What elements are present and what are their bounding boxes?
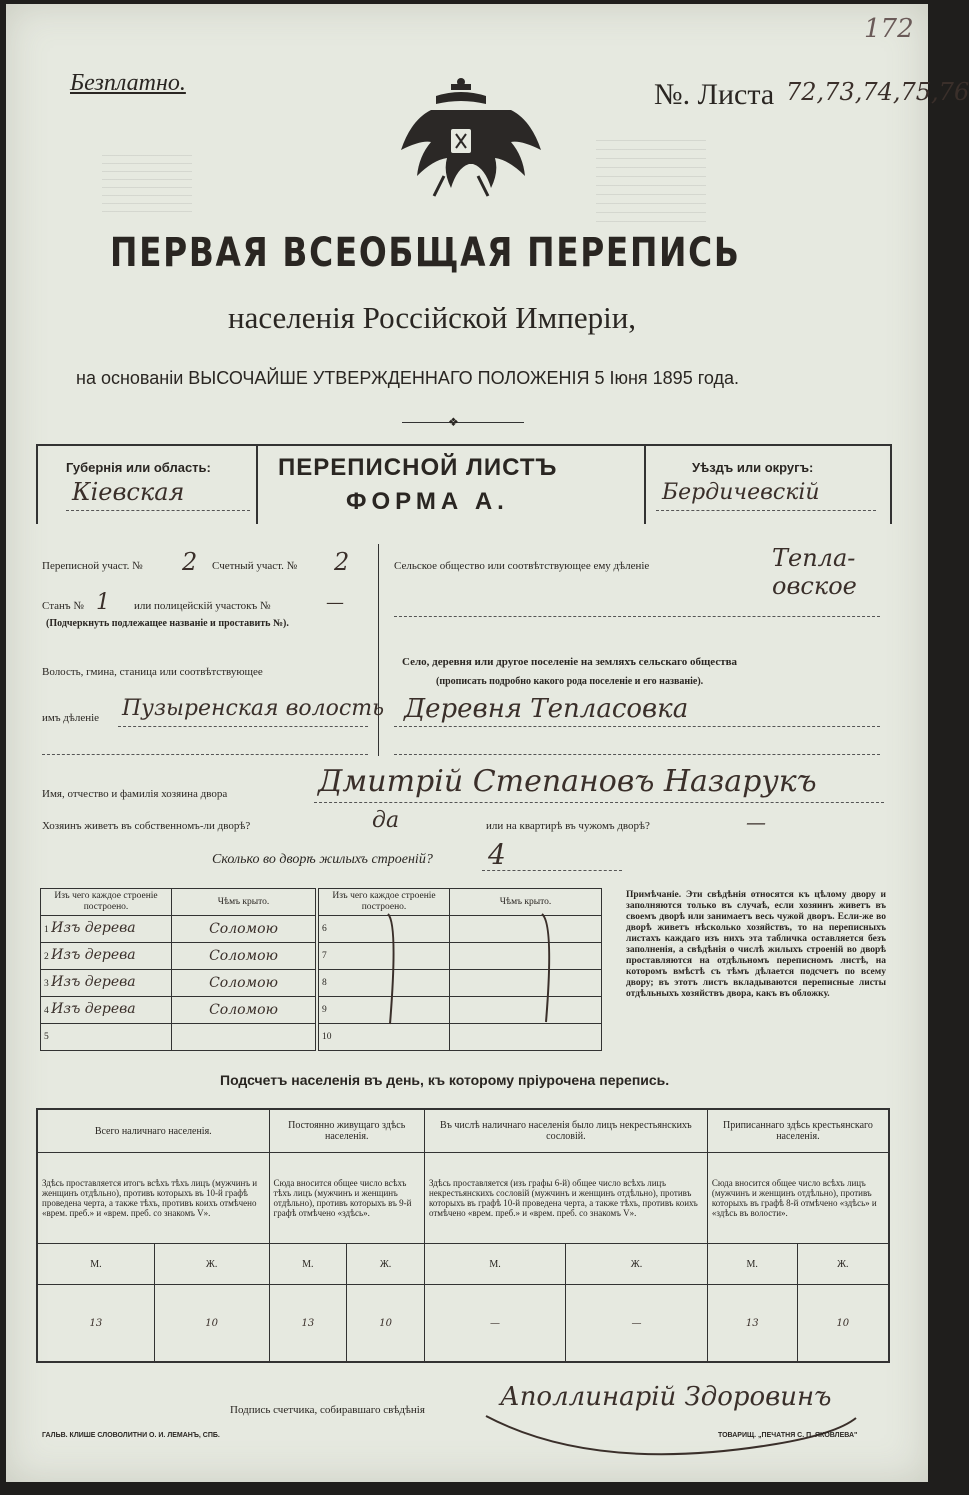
- sheet-number-value: 72,73,74,75,76: [786, 78, 969, 106]
- roof-cell: Соломою: [172, 943, 316, 970]
- volost-line: [118, 726, 368, 727]
- imperial-eagle-emblem: [396, 76, 526, 206]
- female-header: Ж.: [347, 1244, 425, 1285]
- owner-line: [314, 802, 884, 803]
- society-label: Сельское общество или соотвѣтствующее ему дѣленіе: [394, 560, 650, 572]
- village-note: (прописать подробно какого рода поселеніе и его названіе).: [436, 676, 704, 687]
- permanent-header: Постоянно живущаго здѣсь населенія.: [269, 1109, 424, 1153]
- male-header: М.: [424, 1244, 565, 1285]
- non-peasant-female-value: —: [566, 1285, 708, 1363]
- printer-left: ГАЛЬВ. КЛИШЕ СЛОВОЛИТНИ О. И. ЛЕМАНЪ, СПБ.: [42, 1432, 220, 1439]
- non-peasant-header: Въ числѣ наличнаго населенія было лицъ некрестьянскихъ сословій.: [424, 1109, 707, 1153]
- empty-rows-strike: [318, 904, 602, 1040]
- form-title: ПЕРЕПИСНОЙ ЛИСТЪ: [278, 454, 558, 481]
- permanent-male-value: 13: [269, 1285, 347, 1363]
- schet-label: Счетный участ. №: [212, 560, 298, 572]
- material-cell: Изъ дерева: [51, 1000, 136, 1017]
- uchast-value: 2: [182, 548, 198, 576]
- row-num: 4: [44, 1005, 49, 1016]
- col-material-header: Изъ чего каждое строеніе построено.: [319, 889, 450, 916]
- subtitle: населенія Россійской Имперіи,: [228, 300, 637, 335]
- society-line: [394, 616, 880, 617]
- col-roof-header: Чѣмъ крыто.: [172, 889, 316, 916]
- police-value: —: [326, 592, 344, 613]
- row-num: 6: [319, 916, 450, 943]
- ornament-right: [464, 422, 524, 423]
- male-header: М.: [37, 1244, 154, 1285]
- basis-line: на основаніи ВЫСОЧАЙШЕ УТВЕРЖДЕННАГО ПОЛОЖЕНІЯ 5 Іюня 1895 года.: [76, 368, 740, 388]
- row-num: 5: [44, 1031, 49, 1042]
- bleed-through-left: [102, 152, 192, 212]
- rent-label: или на квартирѣ въ чужомъ дворѣ?: [486, 820, 650, 832]
- total-present-desc: Здѣсь проставляется итогъ всѣхъ тѣхъ лицъ (мужчинъ и женщинъ отдѣльно), противъ которыхъ въ 10-й графѣ проведена черта, а также тѣхъ, противъ коихъ отмѣчено «врем. преб.» и «врем. преб. со знакомъ V».: [37, 1153, 269, 1244]
- registered-female-value: 10: [797, 1285, 889, 1363]
- note-text: Эти свѣдѣнія относятся къ цѣлому двору и заполняются только въ случаѣ, если хозяинъ живетъ въ своемъ дворѣ или занимаетъ весь чужой дворъ. Если-же во дворѣ живетъ нѣсколько хозяйствъ, то на переписныхъ листахъ каждаго изъ нихъ эта табличка оставляется безъ заполненія, а свѣдѣнія о числѣ жилыхъ строеній во дворѣ проставляются на отдѣльномъ переписномъ листѣ, на которомъ вмѣстѣ съ тѣмъ дѣлается подсчетъ по всему двору; въ этотъ листъ вкладываются переписные листы отдѣльныхъ хозяйствъ двора, какъ въ обложку.: [626, 890, 886, 999]
- form-left-rule: [36, 444, 38, 524]
- form-divider-2: [644, 444, 646, 524]
- non-peasant-desc: Здѣсь проставляется (изъ графы 6-й) общее число всѣхъ лицъ некрестьянскихъ сословій (мужчинъ и женщинъ отдѣльно), противъ которыхъ въ графѣ 10-й проведена черта, а также тѣхъ, противъ коихъ отмѣчено «врем. преб.» и «врем. преб. со знакомъ V».: [424, 1153, 707, 1244]
- roof-cell: Соломою: [172, 970, 316, 997]
- buildings-label: Сколько во дворѣ жилыхъ строеній?: [212, 852, 433, 867]
- total-female-value: 10: [154, 1285, 269, 1363]
- col-material-header: Изъ чего каждое строеніе построено.: [41, 889, 172, 916]
- female-header: Ж.: [154, 1244, 269, 1285]
- registered-peasant-desc: Сюда вносится общее число всѣхъ лицъ (мужчинъ и женщинъ отдѣльно), противъ которыхъ въ графѣ 8-й отмѣчено «здѣсь» и «здѣсь въ волости».: [707, 1153, 889, 1244]
- buildings-line: [482, 870, 622, 871]
- village-value: Деревня Тепласовка: [404, 694, 689, 724]
- volost-label-2: имъ дѣленіе: [42, 712, 100, 724]
- uezd-line: [656, 510, 876, 511]
- gubernia-label: Губернія или область:: [66, 460, 211, 475]
- police-label: или полицейскій участокъ №: [134, 600, 271, 612]
- registered-peasant-header: Приписаннаго здѣсь крестьянскаго населенія.: [707, 1109, 889, 1153]
- form-right-rule: [890, 444, 892, 524]
- row-num: 1: [44, 924, 49, 935]
- census-sheet: [6, 4, 969, 1482]
- row-num: 7: [319, 943, 450, 970]
- registered-male-value: 13: [707, 1285, 797, 1363]
- own-yard-label: Хозяинъ живетъ въ собственномъ-ли дворѣ?: [42, 820, 251, 832]
- roof-cell: Соломою: [172, 997, 316, 1024]
- form-divider-1: [256, 444, 258, 524]
- permanent-desc: Сюда вносится общее число всѣхъ тѣхъ лицъ (мужчинъ и женщинъ отдѣльно), противъ которыхъ въ 9-й графѣ отмѣчено «здѣсь».: [269, 1153, 424, 1244]
- note-block: [626, 890, 886, 1000]
- gubernia-line: [66, 510, 250, 511]
- schet-value: 2: [334, 548, 350, 576]
- row-num: 3: [44, 978, 49, 989]
- row-num: 2: [44, 951, 49, 962]
- village-line: [394, 726, 880, 727]
- volost-line-2: [42, 754, 368, 755]
- row-num: 9: [319, 997, 450, 1024]
- bleed-through-right: [596, 132, 706, 222]
- stan-value: 1: [96, 590, 110, 615]
- buildings-table-left: [40, 888, 316, 1051]
- row-num: 10: [319, 1024, 450, 1051]
- signature-label: Подпись счетчика, собиравшаго свѣдѣнія: [230, 1404, 425, 1416]
- volost-value: Пузыренская волость: [122, 696, 385, 721]
- own-yard-value: да: [372, 808, 400, 833]
- village-line-2: [394, 754, 880, 755]
- population-heading: Подсчетъ населенія въ день, къ которому пріурочена перепись.: [220, 1072, 670, 1088]
- sheet-number-label: №. Листа: [654, 78, 775, 111]
- total-present-header: Всего наличнаго населенія.: [37, 1109, 269, 1153]
- male-header: М.: [707, 1244, 797, 1285]
- mid-divider: [378, 544, 379, 756]
- roof-cell: [172, 1024, 316, 1051]
- total-male-value: 13: [37, 1285, 154, 1363]
- uezd-value: Бердичевскій: [662, 480, 820, 505]
- material-cell: Изъ дерева: [51, 946, 136, 963]
- stan-label: Станъ №: [42, 600, 84, 612]
- material-cell: Изъ дерева: [51, 973, 136, 990]
- underline-note: (Подчеркнуть подлежащее названіе и проставить №).: [46, 618, 289, 629]
- owner-value: Дмитрій Степановъ Назарукъ: [318, 764, 817, 799]
- owner-label: Имя, отчество и фамилія хозяина двора: [42, 788, 228, 800]
- ornament-center: ❖: [448, 415, 459, 429]
- female-header: Ж.: [797, 1244, 889, 1285]
- page-number: 172: [864, 14, 914, 44]
- free-label: Безплатно.: [70, 70, 186, 96]
- volost-label: Волость, гмина, станица или соотвѣтствующее: [42, 666, 263, 678]
- main-title: ПЕРВАЯ ВСЕОБЩАЯ ПЕРЕПИСЬ: [110, 230, 741, 276]
- male-header: М.: [269, 1244, 347, 1285]
- permanent-female-value: 10: [347, 1285, 425, 1363]
- rent-value: —: [746, 810, 766, 834]
- roof-cell: Соломою: [172, 916, 316, 943]
- form-name: ФОРМА А.: [346, 488, 509, 515]
- uezd-label: Уѣздъ или округъ:: [692, 460, 814, 475]
- population-table: [36, 1108, 890, 1363]
- note-head: Примѣчаніе.: [626, 890, 682, 900]
- printer-right: ТОВАРИЩ. „ПЕЧАТНЯ С. П. ЯКОВЛЕВА": [718, 1432, 858, 1439]
- female-header: Ж.: [566, 1244, 708, 1285]
- signature-value: Аполлинарій Здоровинъ: [500, 1382, 832, 1412]
- col-roof-header: Чѣмъ крыто.: [450, 889, 602, 916]
- non-peasant-male-value: —: [424, 1285, 565, 1363]
- gubernia-value: Кіевская: [72, 478, 185, 506]
- row-num: 8: [319, 970, 450, 997]
- material-cell: Изъ дерева: [51, 919, 136, 936]
- society-value: Тепла-овское: [772, 544, 857, 600]
- uchast-label: Переписной участ. №: [42, 560, 143, 572]
- form-top-rule: [36, 444, 892, 446]
- village-label: Село, деревня или другое поселеніе на земляхъ сельскаго общества: [402, 656, 738, 668]
- buildings-value: 4: [488, 838, 506, 871]
